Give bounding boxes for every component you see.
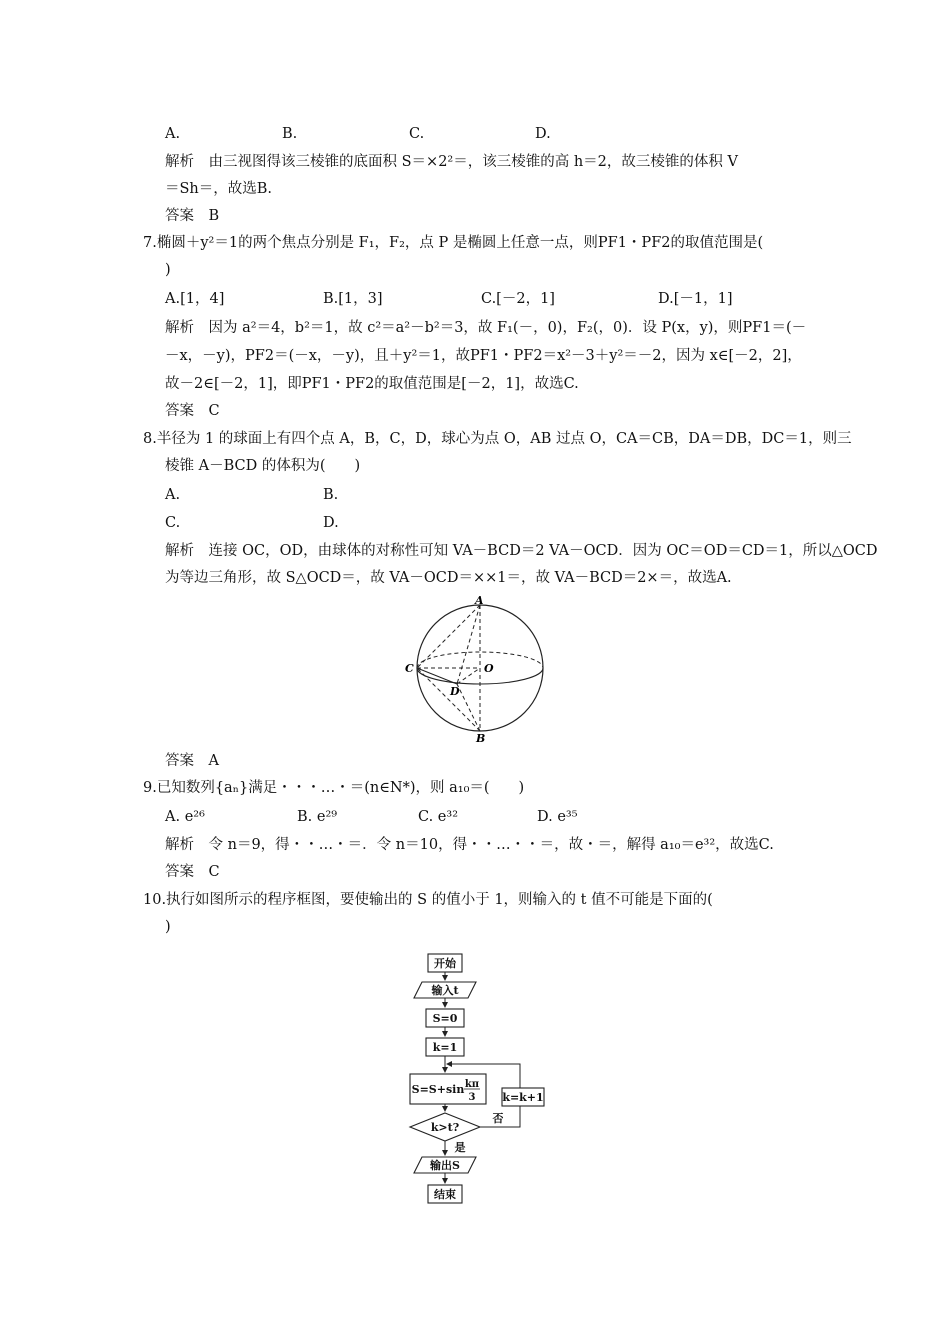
q6-choice-c: C.	[409, 126, 425, 142]
flow-s0: S=0	[432, 1012, 458, 1025]
q9-choice-a: A. e²⁶	[165, 809, 205, 825]
flow-frac-num: kπ	[464, 1079, 480, 1090]
flow-frac-den: 3	[468, 1092, 476, 1103]
sphere-figure	[395, 592, 565, 746]
q7-choice-a: A.[1，4]	[165, 291, 225, 307]
flow-k1: k=1	[432, 1041, 458, 1054]
q10-stem-line-1: 10.执行如图所示的程序框图，要使输出的 S 的值小于 1，则输入的 t 值不可能是下面的(	[143, 892, 713, 908]
q6-choice-d: D.	[535, 126, 551, 142]
q7-choice-c: C.[－2，1]	[481, 291, 555, 307]
q8-choice-c: C.	[165, 515, 181, 531]
flow-update-s: S=S+sin	[411, 1083, 465, 1096]
q9-choice-b: B. e²⁹	[297, 809, 338, 825]
q8-stem-line-1: 8.半径为 1 的球面上有四个点 A，B，C，D，球心为点 O，AB 过点 O，CA＝CB，DA＝DB，DC＝1，则三	[143, 431, 852, 447]
q6-choice-b: B.	[282, 126, 298, 142]
q7-analysis-line-1: 解析 因为 a²＝4，b²＝1，故 c²＝a²－b²＝3，故 F₁(－，0)，F₂(，0)．设 P(x，y)，则PF1＝(－	[165, 320, 807, 336]
q7-analysis-line-2: －x，－y)，PF2＝(－x，－y)，且＋y²＝1，故PF1・PF2＝x²－3＋y²＝－2，因为 x∈[－2，2]，	[165, 348, 802, 364]
flowchart	[400, 948, 560, 1210]
label-o: O	[484, 662, 494, 675]
q6-answer: 答案 B	[165, 208, 220, 224]
q6-analysis-line-2: ＝Sh＝，故选B.	[165, 181, 273, 197]
label-d: D	[450, 685, 460, 698]
q8-choice-a: A.	[165, 487, 181, 503]
q6-choice-a: A.	[165, 126, 181, 142]
edge-ac	[417, 605, 480, 668]
q10-stem-line-2: )	[165, 919, 171, 935]
q8-analysis-line-2: 为等边三角形，故 S△OCD＝，故 VA－OCD＝××1＝，故 VA－BCD＝2×＝，故选A.	[165, 570, 732, 586]
q6-analysis-line-1: 解析 由三视图得该三棱锥的底面积 S＝×2²＝，该三棱锥的高 h＝2，故三棱锥的体积 V	[165, 154, 738, 170]
edge-bd	[457, 684, 480, 731]
flow-end: 结束	[434, 1188, 456, 1201]
flow-yes: 是	[454, 1141, 466, 1154]
edge-cd	[417, 668, 457, 684]
q7-answer: 答案 C	[165, 403, 220, 419]
q9-stem: 9.已知数列{aₙ}满足・・・…・＝(n∈N*)，则 a₁₀＝( )	[143, 780, 525, 796]
flow-no: 否	[492, 1112, 504, 1125]
q8-answer: 答案 A	[165, 753, 219, 769]
flow-output: 输出S	[430, 1159, 460, 1172]
q8-analysis-line-1: 解析 连接 OC，OD，由球体的对称性可知 VA－BCD＝2 VA－OCD．因为 OC＝OD＝CD＝1，所以△OCD	[165, 543, 878, 559]
q9-choice-d: D. e³⁵	[537, 809, 578, 825]
q7-stem-line-2: )	[165, 262, 171, 278]
flow-start: 开始	[434, 957, 456, 970]
q8-choice-d: D.	[323, 515, 339, 531]
flow-input: 输入t	[431, 984, 459, 997]
q9-answer: 答案 C	[165, 864, 220, 880]
label-c: C	[405, 662, 414, 675]
q8-stem-line-2: 棱锥 A－BCD 的体积为( )	[165, 458, 361, 474]
q9-choice-c: C. e³²	[418, 809, 459, 825]
edge-bc	[417, 668, 480, 731]
q7-choice-d: D.[－1，1]	[658, 291, 733, 307]
q7-stem-line-1: 7.椭圆＋y²＝1的两个焦点分别是 F₁，F₂，点 P 是椭圆上任意一点，则PF1・PF2的取值范围是(	[143, 235, 764, 251]
q7-choice-b: B.[1，3]	[323, 291, 383, 307]
flow-inc: k=k+1	[502, 1091, 544, 1104]
label-a: A	[475, 594, 484, 607]
edge-od	[457, 668, 480, 684]
flow-cond: k>t?	[430, 1121, 460, 1134]
q7-analysis-line-3: 故－2∈[－2，1]，即PF1・PF2的取值范围是[－2，1]，故选C.	[165, 376, 579, 392]
q9-analysis: 解析 令 n＝9，得・・…・＝．令 n＝10，得・・…・・＝，故・＝，解得 a₁₀＝e³²，故选C.	[165, 837, 774, 853]
q8-choice-b: B.	[323, 487, 339, 503]
label-b: B	[476, 732, 486, 745]
